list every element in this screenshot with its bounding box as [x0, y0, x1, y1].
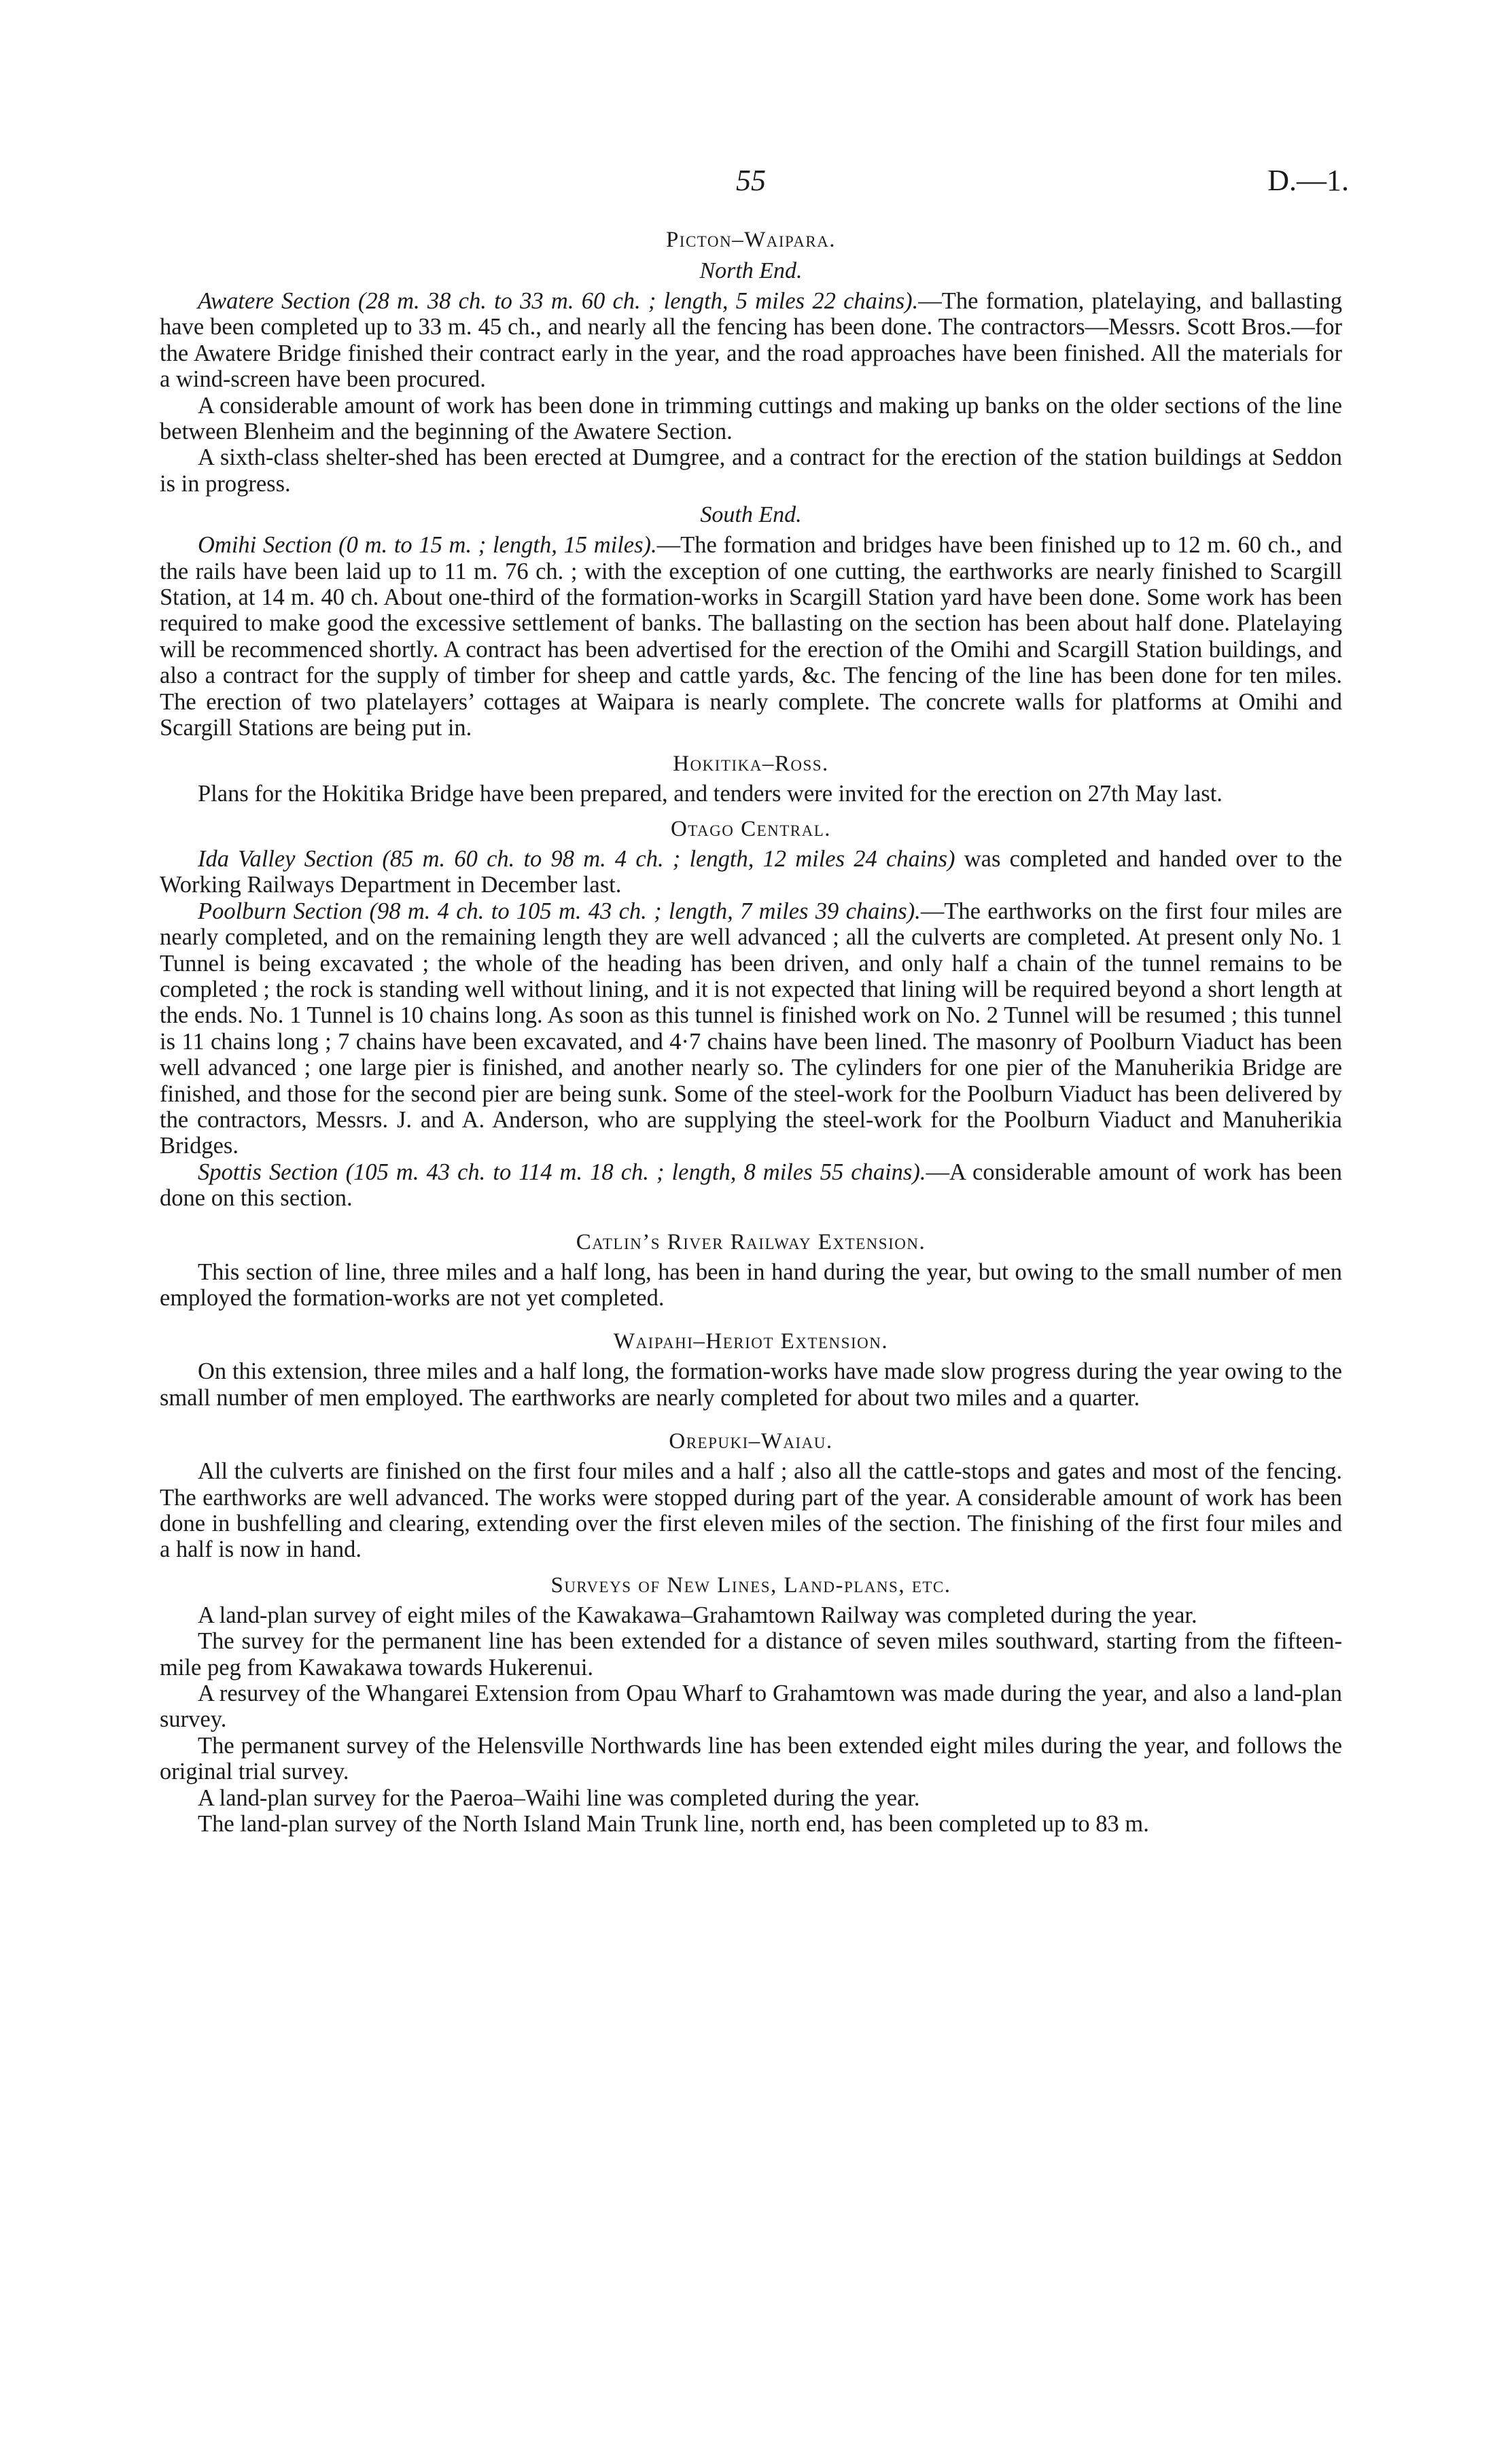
section-heading-otago-central: Otago Central.	[670, 816, 832, 841]
spacer	[160, 1212, 1342, 1220]
poolburn-section-lead: Poolburn Section (98 m. 4 ch. to 105 m. 43 ch. ; length, 7 miles 39 chains).	[198, 898, 921, 924]
section-heading-picton-waipara: Picton–Waipara.	[665, 228, 837, 252]
section-heading-orepuki-waiau: Orepuki–Waiau.	[669, 1429, 833, 1454]
awatere-section-lead: Awatere Section (28 m. 38 ch. to 33 m. 60 ch. ; length, 5 miles 22 chains).	[198, 288, 919, 314]
ida-valley-section-text: was completed and handed over to the Working Railways Department in December last.	[160, 845, 1342, 898]
section-heading-surveys: Surveys of New Lines, Land-plans, etc.	[550, 1572, 951, 1598]
spacer	[160, 1311, 1342, 1319]
page-header	[160, 163, 1349, 217]
spottis-section-lead: Spottis Section (105 m. 43 ch. to 114 m. 18 ch. ; length, 8 miles 55 chains).	[198, 1159, 926, 1185]
paragraph-kawakawa-survey: A land-plan survey of eight miles of the Kawakawa–Grahamtown Railway was completed during the year.	[198, 1602, 1197, 1628]
paragraph-whangarei-resurvey: A resurvey of the Whangarei Extension from Opau Wharf to Grahamtown was made during the year, and also a land-plan survey.	[160, 1680, 1342, 1733]
paragraph-ida-valley-section	[160, 846, 1342, 898]
paragraph-trimming-cuttings: A considerable amount of work has been done in trimming cuttings and making up banks on the older sections of the line between Blenheim and the beginning of the Awatere Section.	[160, 392, 1342, 445]
paragraph-waipahi-heriot: On this extension, three miles and a half long, the formation-works have made slow progress during the year owing to the small number of men employed. The earthworks are nearly completed for about two miles and a quarter.	[160, 1358, 1342, 1411]
section-heading-catlins-river: Catlin’s River Railway Extension.	[576, 1229, 926, 1254]
paragraph-paeroa-waihi-survey: A land-plan survey for the Paeroa–Waihi line was completed during the year.	[198, 1784, 920, 1811]
paragraph-awatere-section	[160, 288, 1342, 393]
poolburn-section-text: —The earthworks on the first four miles are nearly completed, and on the remaining length they are well advanced ; all the culverts are completed. At present only No. 1 Tunnel is being excavated ; the whole of the heading has been driven, and only half a chain of the tunnel remains to be completed ; the rock is standing well without lining, and it is not expected that lining will be required beyond a short length at the ends. No. 1 Tunnel is 10 chains long. As soon as this tunnel is finished work on No. 2 Tunnel will be resumed ; this tunnel is 11 chains long ; 7 chains have been excavated, and 4·7 chains have been lined. The masonry of Poolburn Viaduct has been well advanced ; one large pier is finished, and another nearly so. The cylinders for one pier of the Manuherikia Bridge are finished, and those for the second pier are being sunk. Some of the steel-work for the Poolburn Viaduct has been delivered by the contractors, Messrs. J. and A. Anderson, who are supplying the steel-work for the Poolburn Viaduct and Manuherikia Bridges.	[160, 898, 1342, 1159]
subheading-north-end: North End.	[699, 258, 803, 283]
section-heading-waipahi-heriot: Waipahi–Heriot Extension.	[613, 1329, 889, 1354]
spottis-section-text: —A considerable amount of work has been done on this section.	[160, 1159, 1342, 1212]
awatere-section-text: —The formation, platelaying, and ballasting have been completed up to 33 m. 45 ch., and nearly all the fencing has been done. The contractors—Messrs. Scott Bros.—for the Awatere Bridge finished their contract early in the year, and the road approaches have been finished. All the materials for a wind-screen have been procured.	[160, 288, 1342, 393]
paragraph-omihi-section	[160, 532, 1342, 741]
paragraph-main-trunk-survey: The land-plan survey of the North Island Main Trunk line, north end, has been completed up to 83 m.	[198, 1811, 1149, 1837]
section-heading-hokitika-ross: Hokitika–Ross.	[673, 751, 829, 776]
paragraph-hokitika-bridge: Plans for the Hokitika Bridge have been prepared, and tenders were invited for the erection on 27th May last.	[198, 780, 1223, 807]
omihi-section-text: —The formation and bridges have been finished up to 12 m. 60 ch., and the rails have been laid up to 11 m. 76 ch. ; with the exception of one cutting, the earthworks are nearly finished to Scargill Station, at 14 m. 40 ch. About one-third of the formation-works in Scargill Station yard have been done. Some work has been required to make good the excessive settlement of banks. The ballasting on the section has been about half done. Platelaying will be recommenced shortly. A contract has been advertised for the erection of the Omihi and Scargill Station buildings, and also a contract for the supply of timber for sheep and cattle yards, &c. The fencing of the line has been done for ten miles. The erection of two platelayers’ cottages at Waipara is nearly complete. The concrete walls for platforms at Omihi and Scargill Stations are being put in.	[160, 532, 1342, 741]
page-number: 55	[736, 164, 766, 197]
paragraph-shelter-shed: A sixth-class shelter-shed has been erected at Dumgree, and a contract for the erection of the station buildings at Seddon is in progress.	[160, 444, 1342, 497]
spacer	[160, 1411, 1342, 1419]
paragraph-catlins-river: This section of line, three miles and a half long, has been in hand during the year, but owing to the small number of men employed the formation-works are not yet completed.	[160, 1259, 1342, 1311]
omihi-section-lead: Omihi Section (0 m. to 15 m. ; length, 15 miles).	[198, 532, 657, 559]
paragraph-helensville-survey: The permanent survey of the Helensville Northwards line has been extended eight miles during the year, and follows the original trial survey.	[160, 1732, 1342, 1785]
body-text	[160, 227, 1342, 1837]
paragraph-poolburn-section	[160, 898, 1342, 1159]
subheading-south-end: South End.	[700, 502, 802, 528]
paragraph-spottis-section	[160, 1159, 1342, 1212]
document-reference: D.—1.	[1267, 164, 1349, 197]
paragraph-permanent-line-survey: The survey for the permanent line has been extended for a distance of seven miles southward, starting from the fifteen-mile peg from Kawakawa towards Hukerenui.	[160, 1628, 1342, 1680]
ida-valley-section-lead: Ida Valley Section (85 m. 60 ch. to 98 m. 4 ch. ; length, 12 miles 24 chains)	[198, 845, 955, 872]
document-page	[160, 163, 1349, 1837]
paragraph-orepuki-waiau: All the culverts are finished on the first four miles and a half ; also all the cattle-stops and gates and most of the fencing. The earthworks are well advanced. The works were stopped during part of the year. A considerable amount of work has been done in bushfelling and clearing, extending over the first eleven miles of the section. The finishing of the first four miles and a half is now in hand.	[160, 1458, 1342, 1563]
